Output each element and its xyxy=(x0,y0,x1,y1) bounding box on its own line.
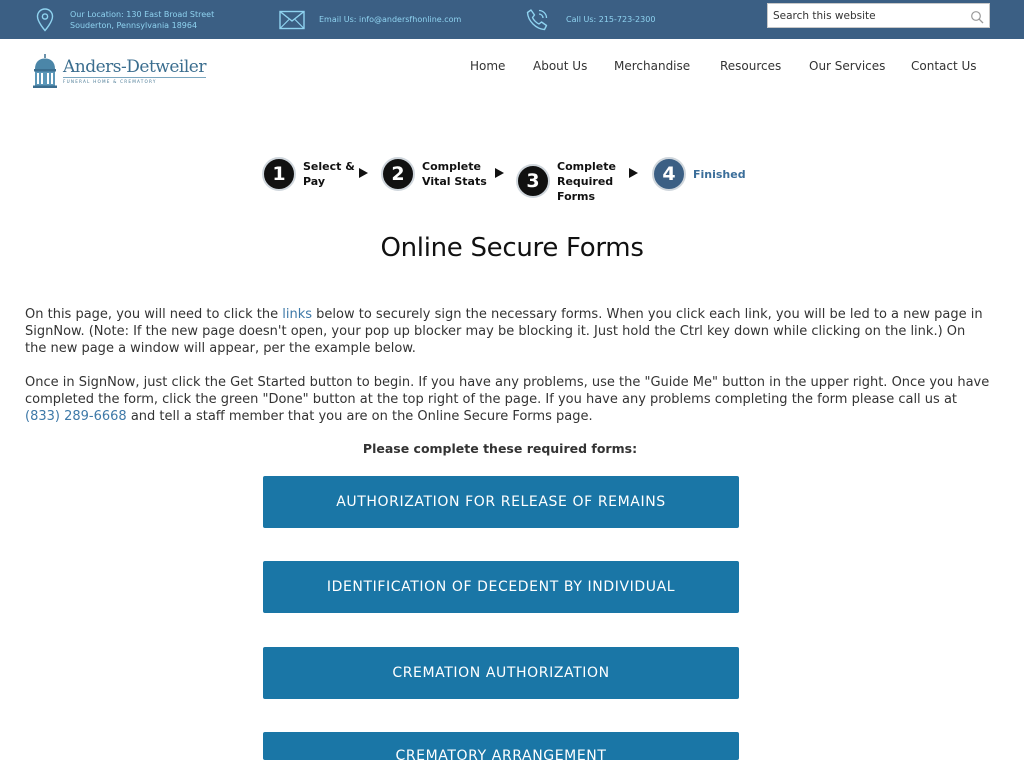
page-title: Online Secure Forms xyxy=(380,233,644,263)
step-3 xyxy=(516,157,616,204)
location-info[interactable] xyxy=(32,0,214,39)
para-text: Once in SignNow, just click the Get Started button to begin. If you have any problems, use the "Guide Me" button in the upper right. Once you have completed the form, click the green "Done" button at the top right of the page. If you have any problems completing the form please call us at xyxy=(25,375,990,407)
email-info[interactable] xyxy=(279,0,461,39)
required-forms-heading: Please complete these required forms: xyxy=(362,441,638,456)
cremation-authorization-button[interactable]: CREMATION AUTHORIZATION xyxy=(263,647,739,699)
step-arrow-icon xyxy=(359,168,368,178)
logo-subtitle: FUNERAL HOME & CREMATORY xyxy=(63,77,206,84)
para-text: below to securely sign the necessary forms. When you click each link, you will be led to a new page in SignNow. (Note: If the new page doesn't open, your pop up blocker may be blocking it. Just hold the Ctrl key down while clicking on the link.) On the new page a window will appear, per the example below. xyxy=(25,307,983,356)
step-2 xyxy=(381,157,487,191)
phone-icon xyxy=(524,7,550,33)
signnow-paragraph xyxy=(25,374,990,425)
instructions-paragraph xyxy=(25,306,990,357)
logo-name: Anders-Detweiler xyxy=(63,57,206,77)
phone-text: Call Us: 215-723-2300 xyxy=(566,15,656,24)
identification-decedent-button[interactable]: IDENTIFICATION OF DECEDENT BY INDIVIDUAL xyxy=(263,561,739,613)
search-box xyxy=(767,3,990,28)
step-number: 4 xyxy=(652,157,686,191)
top-info-bar xyxy=(0,0,1024,39)
para-text: On this page, you will need to click the xyxy=(25,307,283,322)
location-pin-icon xyxy=(32,7,58,33)
authorization-release-remains-button[interactable]: AUTHORIZATION FOR RELEASE OF REMAINS xyxy=(263,476,739,528)
para-text: and tell a staff member that you are on the Online Secure Forms page. xyxy=(126,409,593,424)
nav-contact-us[interactable]: Contact Us xyxy=(911,59,977,73)
search-icon[interactable] xyxy=(970,9,984,23)
email-text: Email Us: info@andersfhonline.com xyxy=(319,15,462,24)
location-line2: Souderton, Pennsylvania 18964 xyxy=(70,20,198,30)
step-label: Select & Pay xyxy=(303,160,355,188)
step-label: Finished xyxy=(693,167,746,181)
main-nav xyxy=(0,59,1024,75)
nav-our-services[interactable]: Our Services xyxy=(809,59,886,73)
phone-info[interactable] xyxy=(524,0,655,39)
links-link[interactable]: links xyxy=(282,307,313,322)
nav-resources[interactable]: Resources xyxy=(720,59,782,73)
step-arrow-icon xyxy=(495,168,504,178)
step-number: 1 xyxy=(262,157,296,191)
nav-about-us[interactable]: About Us xyxy=(533,59,588,73)
step-number: 2 xyxy=(381,157,415,191)
nav-home[interactable]: Home xyxy=(470,59,506,73)
search-input[interactable] xyxy=(773,10,963,22)
crematory-arrangement-button[interactable]: CREMATORY ARRANGEMENT xyxy=(263,732,739,760)
phone-link[interactable]: (833) 289-6668 xyxy=(25,409,127,424)
step-1 xyxy=(262,157,355,191)
step-label: Complete Required Forms xyxy=(557,160,616,203)
envelope-icon xyxy=(279,7,305,33)
step-label: Complete Vital Stats xyxy=(422,160,487,188)
nav-merchandise[interactable]: Merchandise xyxy=(614,59,691,73)
step-number: 3 xyxy=(516,164,550,198)
location-line1: Our Location: 130 East Broad Street xyxy=(70,9,215,19)
step-arrow-icon xyxy=(629,168,638,178)
step-4 xyxy=(652,157,746,191)
